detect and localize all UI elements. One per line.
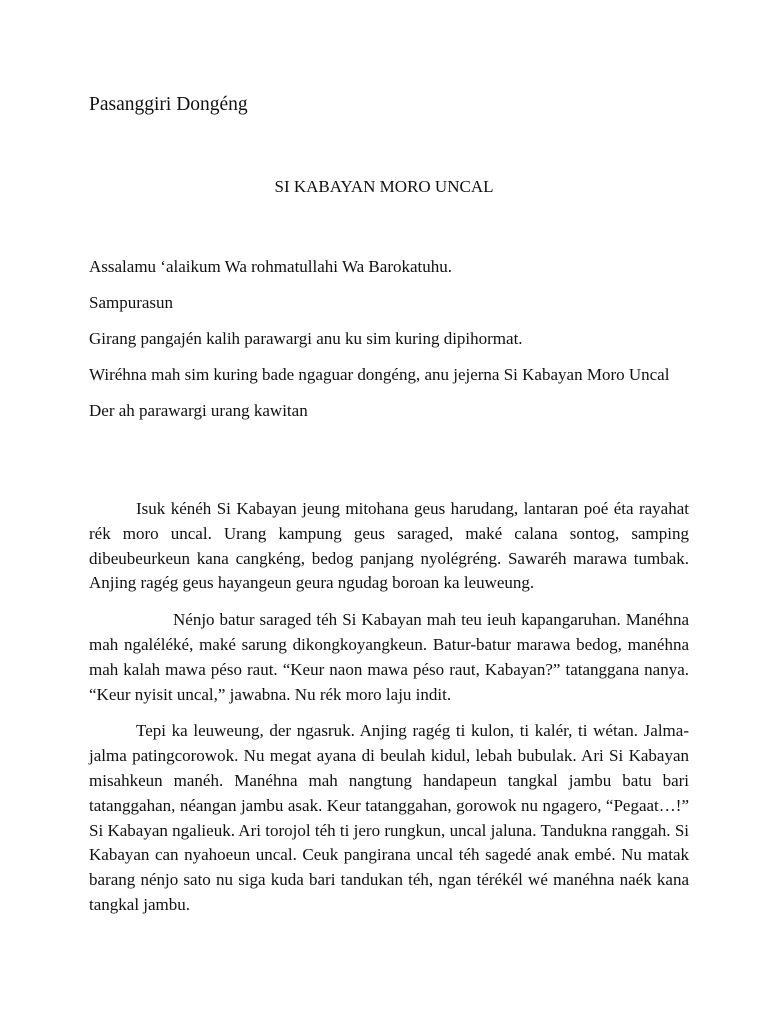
story-body xyxy=(89,497,689,930)
document-title: SI KABAYAN MORO UNCAL xyxy=(274,177,494,196)
greeting-line: Assalamu ‘alaikum Wa rohmatullahi Wa Barokatuhu. xyxy=(89,257,452,276)
greeting-block xyxy=(89,255,689,435)
story-paragraph: Tepi ka leuweung, der ngasruk. Anjing ragég ti kulon, ti kalér, ti wétan. Jalma-jalma patingcorowok. Nu megat ayana di beulah kidul, lebah bubulak. Ari Si Kabayan misahkeun manéh. Manéhna mah nangtung handapeun tangkal jambu batu bari tatanggahan, néangan jambu asak. Keur tatanggahan, gorowok nu ngagero, “Pegaat…!” Si Kabayan ngalieuk. Ari torojol téh ti jero rungkun, uncal jaluna. Tandukna ranggah. Si Kabayan can nyahoeun uncal. Ceuk pangirana uncal téh sagedé anak embé. Nu matak barang nénjo sato nu siga kuda bari tandukan téh, ngan térékél wé manéhna naék kana tangkal jambu. xyxy=(89,721,689,914)
greeting-line: Der ah parawargi urang kawitan xyxy=(89,401,308,420)
greeting-line: Wiréhna mah sim kuring bade ngaguar dongéng, anu jejerna Si Kabayan Moro Uncal xyxy=(89,365,670,384)
story-paragraph: Nénjo batur saraged téh Si Kabayan mah teu ieuh kapangaruhan. Manéhna mah ngaléléké, maké sarung dikongkoyangkeun. Batur-batur marawa bedog, manéhna mah kalah mawa péso raut. “Keur naon mawa péso raut, Kabayan?” tatanggana nanya. “Keur nyisit uncal,” jawabna. Nu rék moro laju indit. xyxy=(89,610,689,704)
greeting-line: Girang pangajén kalih parawargi anu ku sim kuring dipihormat. xyxy=(89,329,523,348)
story-paragraph: Isuk kénéh Si Kabayan jeung mitohana geus harudang, lantaran poé éta rayahat rék moro uncal. Urang kampung geus saraged, maké calana sontog, samping dibeubeurkeun kana cangkéng, bedog panjang nyolégréng. Sawaréh marawa tumbak. Anjing ragég geus hayangeun geura ngudag boroan ka leuweung. xyxy=(89,499,689,593)
document-header: Pasanggiri Dongéng xyxy=(89,94,248,115)
greeting-line: Sampurasun xyxy=(89,293,174,312)
